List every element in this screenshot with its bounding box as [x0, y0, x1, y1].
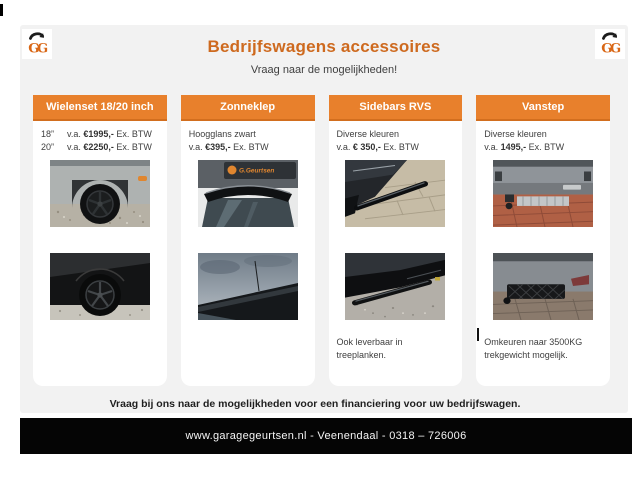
column-note: Ook leverbaar in treeplanken.	[336, 337, 403, 360]
price-lines	[41, 128, 159, 154]
column-card	[33, 121, 167, 386]
van-rear-aluminium-step-towbar-photo	[493, 160, 593, 227]
slide-panel	[20, 25, 628, 413]
column-header-zonneklep: Zonneklep	[181, 95, 315, 121]
van-rear-black-grid-step-photo	[493, 253, 593, 320]
column-card	[329, 121, 463, 386]
column-wielenset	[33, 95, 167, 386]
black-sidebar-tube-gravel-photo	[345, 253, 445, 320]
product-columns	[33, 95, 610, 386]
price-lines	[337, 128, 455, 154]
column-vanstep	[476, 95, 610, 386]
column-zonneklep	[181, 95, 315, 386]
price-row: 20” v.a. €2250,- Ex. BTW	[41, 142, 152, 152]
column-card	[476, 121, 610, 386]
black-sidebar-tube-stone-floor-photo	[345, 160, 445, 227]
page-subtitle: Vraag naar de mogelijkheden!	[250, 64, 398, 76]
price-row: Hoogglans zwart	[188, 129, 256, 139]
price-row: v.a. €395,- Ex. BTW	[188, 142, 269, 152]
footer-contact-text: www.garagegeurtsen.nl - Veenendaal - 0318 – 726006	[185, 430, 467, 442]
column-card	[181, 121, 315, 386]
svg-text:GG: GG	[601, 41, 619, 57]
financing-note: Vraag bij ons naar de mogelijkheden voor een financiering voor uw bedrijfswagen.	[109, 398, 521, 410]
svg-text:GG: GG	[28, 41, 46, 57]
price-row: v.a. € 350,- Ex. BTW	[336, 142, 419, 152]
footer-bar	[20, 418, 632, 454]
screen-edge-artifact	[0, 4, 3, 16]
silver-van-black-alloy-wheel-photo	[50, 160, 150, 227]
price-row: Diverse kleuren	[484, 129, 547, 139]
column-sidebars	[329, 95, 463, 386]
price-lines	[189, 128, 307, 154]
van-roof-sun-visor-sky-photo	[198, 253, 298, 320]
price-row: Diverse kleuren	[336, 129, 400, 139]
svg-text:G.Geurtsen: G.Geurtsen	[238, 167, 275, 175]
text-cursor-artifact	[477, 328, 479, 341]
column-note: Omkeuren naar 3500KG trekgewicht mogelijk.	[484, 337, 583, 360]
column-header-wielenset: Wielenset 18/20 inch	[33, 95, 167, 121]
black-van-black-alloy-wheel-photo	[50, 253, 150, 320]
price-row: 18” v.a. €1995,- Ex. BTW	[41, 129, 152, 139]
van-windshield-sun-visor-photo	[198, 160, 298, 227]
page-title: Bedrijfswagens accessoires	[207, 37, 441, 56]
column-header-vanstep: Vanstep	[476, 95, 610, 121]
column-header-sidebars: Sidebars RVS	[329, 95, 463, 121]
price-row: v.a. 1495,- Ex. BTW	[484, 142, 565, 152]
price-lines	[484, 128, 602, 154]
